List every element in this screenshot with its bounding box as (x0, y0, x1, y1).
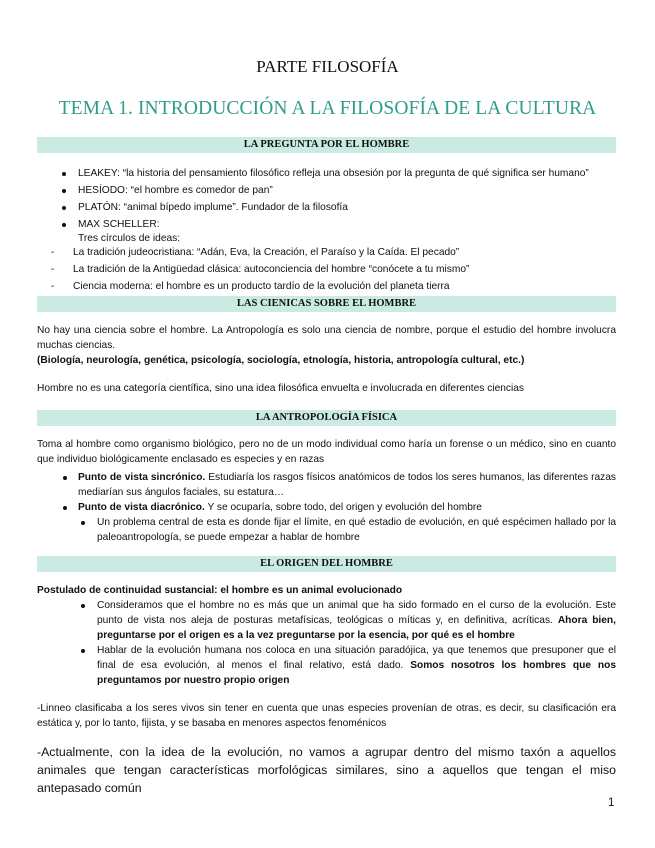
bullet-icon (62, 172, 66, 176)
paragraph: -Linneo clasificaba a los seres vivos sin tener en cuenta que unas especies provenían de otras, es decir, su clasificación era estática y, por lo tanto, fijista, y se basaba en menores aspectos fenoménicos (37, 703, 616, 729)
term: Punto de vista sincrónico. (78, 472, 206, 483)
emphasis: Ahora bien, preguntarse por el origen es a la vez preguntarse por la esencia, por qué es el hombre (97, 615, 616, 641)
section-heading-origen: EL ORIGEN DEL HOMBRE (37, 556, 616, 572)
list-item: HESÍODO: “el hombre es comedor de pan” (78, 185, 273, 196)
list-item-text: Y se ocuparía, sobre todo, del origen y evolución del hombre (204, 502, 482, 513)
page-number: 1 (608, 797, 615, 809)
section-heading-fisica: LA ANTROPOLOGÍA FÍSICA (37, 410, 616, 426)
bullet-icon (81, 521, 85, 525)
bullet-icon (62, 223, 66, 227)
dash-icon: - (51, 264, 55, 275)
dash-icon: - (51, 281, 55, 292)
bullet-icon (62, 189, 66, 193)
paragraph: -Actualmente, con la idea de la evolución, no vamos a agrupar dentro del mismo taxón a aquellos animales que tengan características morfológicas similares, sino a aquellos que tengan el miso antepasado común (37, 745, 616, 795)
section-heading-pregunta: LA PREGUNTA POR EL HOMBRE (37, 137, 616, 153)
list-item (78, 500, 482, 515)
list-item (97, 598, 616, 643)
term: Punto de vista diacrónico. (78, 502, 205, 513)
sub-list-item: Un problema central de esta es donde fijar el límite, en qué estadio de evolución, en qué espécimen hallado por la paleoantropología, se puede empezar a hablar de hombre (97, 517, 616, 543)
tema-title: TEMA 1. INTRODUCCIÓN A LA FILOSOFÍA DE LA CULTURA (58, 98, 597, 119)
list-item: LEAKEY: “la historia del pensamiento filosófico refleja una obsesión por la pregunta de qué significa ser humano” (78, 168, 589, 179)
list-item (97, 643, 616, 688)
emphasis: Somos nosotros los hombres que nos preguntamos por nuestro propio origen (97, 660, 616, 686)
list-item: MAX SCHELLER: (78, 219, 160, 230)
list-item (78, 470, 616, 500)
part-title: PARTE FILOSOFÍA (256, 57, 399, 76)
bullet-icon (81, 604, 85, 608)
paragraph: No hay una ciencia sobre el hombre. La Antropología es solo una ciencia de nombre, porque el estudio del hombre involucra muchas ciencias. (37, 325, 616, 351)
list-item-text: Hablar de la evolución humana nos coloca en una situación paradójica, ya que tenemos que presuponer que el final de esa evolución, al menos el final relativo, está dado. (97, 645, 616, 671)
paragraph-list: (Biología, neurología, genética, psicología, sociología, etnología, historia, antropología cultural, etc.) (37, 355, 525, 366)
list-item-text: Consideramos que el hombre no es más que un animal que ha sido formado en el curso de la evolución. Este punto de vista nos aleja de posturas metafísicas, teológicas o míticas y, en definitiva, acríticas. (97, 600, 616, 626)
paragraph: Hombre no es una categoría científica, sino una idea filosófica envuelta e involucrada en diferentes ciencias (37, 383, 525, 394)
list-item: PLATÓN: “animal bípedo implume”. Fundador de la filosofía (78, 202, 348, 213)
list-item: La tradición judeocristiana: “Adán, Eva, la Creación, el Paraíso y la Caída. El pecado” (73, 247, 460, 258)
list-item: La tradición de la Antigüedad clásica: autoconciencia del hombre “conócete a tu mismo” (73, 264, 470, 275)
bullet-icon (63, 476, 67, 480)
list-item-text: Estudiaría los rasgos físicos anatómicos de todos los seres humanos, las diferentes razas mediarían sus ángulos faciales, su estatura… (78, 472, 616, 498)
section-heading-ciencias: LAS CIENICAS SOBRE EL HOMBRE (37, 296, 616, 312)
postulado: Postulado de continuidad sustancial: el hombre es un animal evolucionado (37, 585, 403, 596)
circles-intro: Tres círculos de ideas: (78, 233, 181, 244)
paragraph: Toma al hombre como organismo biológico, pero no de un modo individual como haría un forense o un médico, sino en cuanto que individuo biológicamente enclasado es especies y en razas (37, 439, 616, 465)
list-item: Ciencia moderna: el hombre es un producto tardío de la evolución del planeta tierra (73, 281, 450, 292)
bullet-icon (63, 506, 67, 510)
bullet-icon (62, 206, 66, 210)
dash-icon: - (51, 247, 55, 258)
bullet-icon (81, 649, 85, 653)
